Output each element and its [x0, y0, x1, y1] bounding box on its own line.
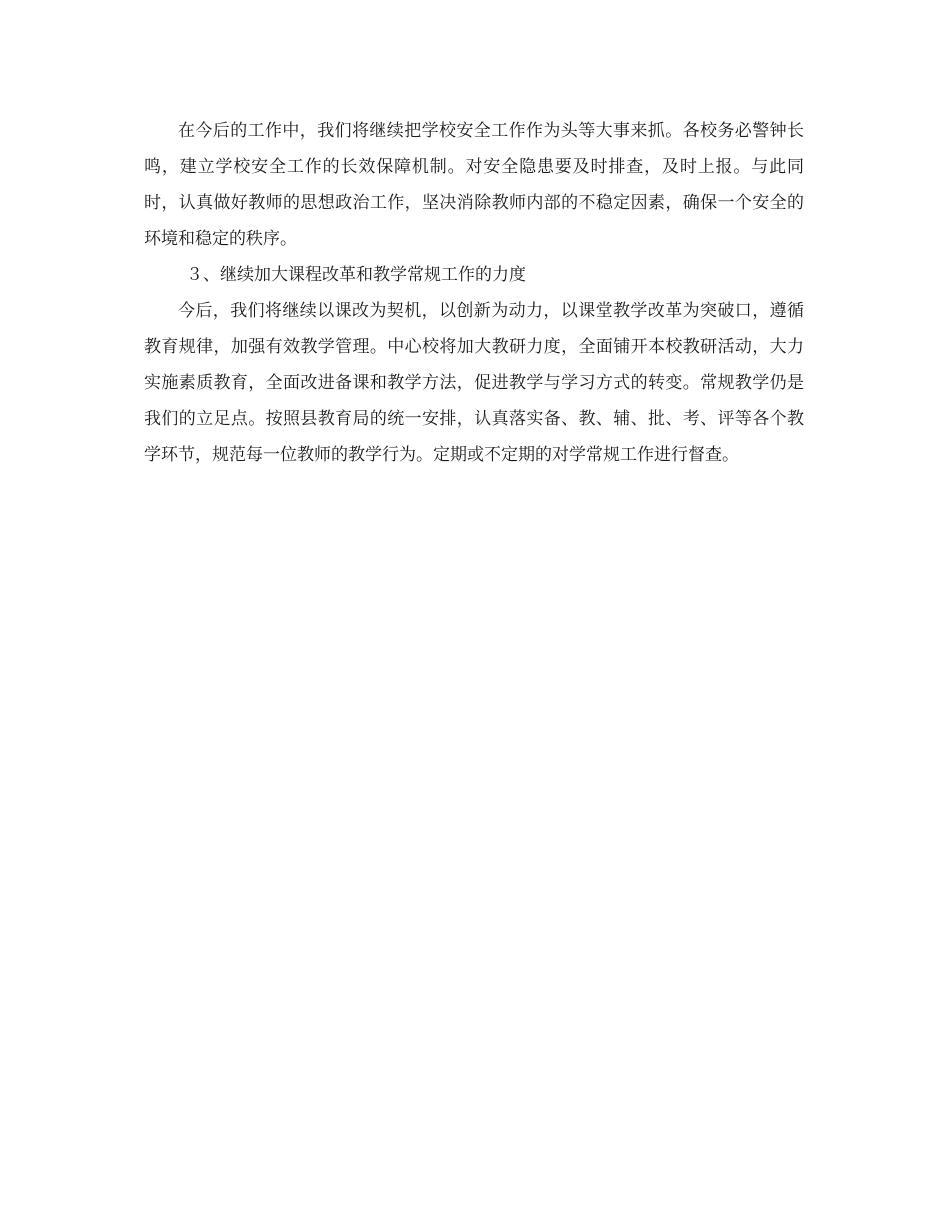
- paragraph-curriculum-reform: 今后，我们将继续以课改为契机，以创新为动力，以课堂教学改革为突破口，遵循教育规律，加强有效教学管理。中心校将加大教研力度，全面铺开本校教研活动，大力实施素质教育，全面改进备课和教学方法，促进教学与学习方式的转变。常规教学仍是我们的立足点。按照县教育局的统一安排，认真落实备、教、辅、批、考、评等各个教学环节，规范每一位教师的教学行为。定期或不定期的对学常规工作进行督查。: [144, 301, 804, 465]
- paragraph-safety-work: 在今后的工作中，我们将继续把学校安全工作作为头等大事来抓。各校务必警钟长鸣，建立学校安全工作的长效保障机制。对安全隐患要及时排查，及时上报。与此同时，认真做好教师的思想政治工作，坚决消除教师内部的不稳定因素，确保一个安全的环境和稳定的秩序。: [144, 121, 804, 249]
- section-heading-curriculum-reform: ３、继续加大课程改革和教学常规工作的力度: [186, 265, 526, 285]
- document-body: [144, 113, 804, 473]
